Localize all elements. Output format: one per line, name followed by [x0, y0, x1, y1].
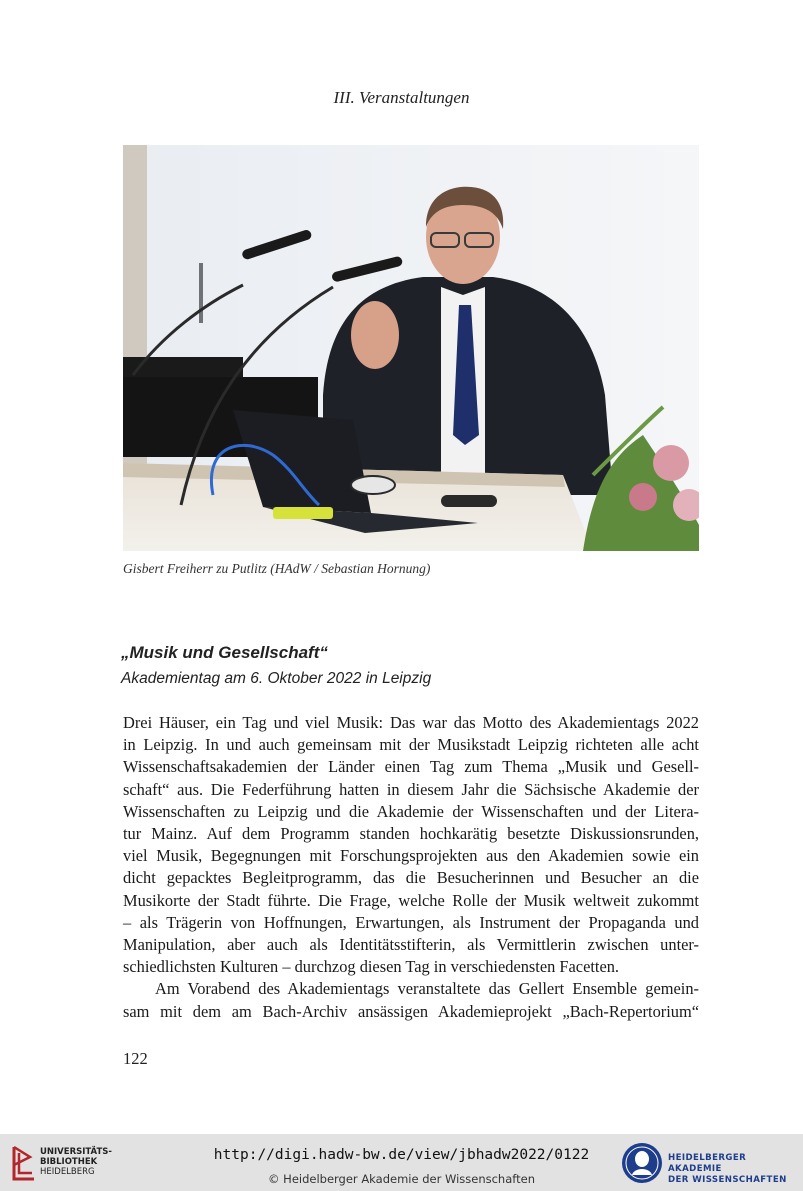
running-head: III. Veranstaltungen — [333, 88, 470, 107]
figure-caption: Gisbert Freiherr zu Putlitz (HAdW / Sebastian Hornung) — [123, 561, 431, 576]
text-line: dicht gepacktes Begleitprogramm, das die Besucherinnen und Besucher an die — [123, 868, 699, 888]
page-number: 122 — [123, 1049, 148, 1068]
text-line: sam mit dem am Bach-Archiv ansässigen Akademieprojekt „Bach-Repertorium“ — [123, 1001, 699, 1021]
footer-bar — [0, 1134, 803, 1191]
academy-logo-line: HEIDELBERGER AKADEMIE — [668, 1153, 747, 1174]
section-subtitle: Akademientag am 6. Oktober 2022 in Leipzig — [121, 670, 432, 687]
text-line: schaft“ aus. Die Federführung hatten in diesem Jahr die Sächsische Akademie der — [123, 779, 699, 799]
text-line: schiedlichsten Kulturen – durchzog diesen Tag in verschiedensten Facetten. — [123, 957, 620, 977]
text-line: tur Mainz. Auf dem Programm standen hochkarätig besetzte Diskussionsrunden, — [123, 824, 699, 844]
paragraph-1 — [123, 712, 699, 978]
figure-photo — [123, 145, 699, 551]
text-line: Manipulation, aber auch als Identitätsstifterin, als Vermittlerin zwischen unter- — [123, 935, 699, 955]
academy-logo-text — [668, 1153, 800, 1186]
ub-logo-line: BIBLIOTHEK — [40, 1157, 98, 1167]
academy-logo-line: DER WISSENSCHAFTEN — [668, 1175, 787, 1185]
text-line: Drei Häuser, ein Tag und viel Musik: Das war das Motto des Akademientags 2022 — [123, 713, 699, 732]
ub-logo-line: HEIDELBERG — [40, 1167, 95, 1177]
text-line: viel Musik, Begegnungen mit Forschungsprojekten aus den Akademien sowie ein — [123, 846, 699, 866]
text-line: Wissenschaftsakademien der Länder einen Tag zum Thema „Musik und Gesell- — [123, 757, 699, 777]
academy-seal-icon — [620, 1141, 664, 1185]
paragraph-2 — [123, 978, 699, 1022]
ub-logo-line: UNIVERSITÄTS- — [40, 1147, 112, 1157]
body-text — [123, 712, 699, 1023]
copyright-text: © Heidelberger Akademie der Wissenschaften — [268, 1172, 535, 1186]
section-title: „Musik und Gesellschaft“ — [121, 643, 328, 662]
document-url-link[interactable]: http://digi.hadw-bw.de/view/jbhadw2022/0122 — [213, 1147, 590, 1163]
text-line: Wissenschaften zu Leipzig und die Akademie der Wissenschaften und der Litera- — [123, 801, 699, 821]
text-line: in Leipzig. In und auch gemeinsam mit der Musikstadt Leipzig richteten alle acht — [123, 735, 699, 755]
text-line: – als Trägerin von Hoffnungen, Erwartungen, als Instrument der Propaganda und — [123, 912, 699, 932]
academy-logo[interactable] — [620, 1141, 800, 1185]
text-line: Am Vorabend des Akademientags veranstaltete das Gellert Ensemble gemein- — [155, 979, 699, 999]
text-line: Musikorte der Stadt führte. Die Frage, welche Rolle der Musik weltweit zukommt — [123, 890, 699, 910]
